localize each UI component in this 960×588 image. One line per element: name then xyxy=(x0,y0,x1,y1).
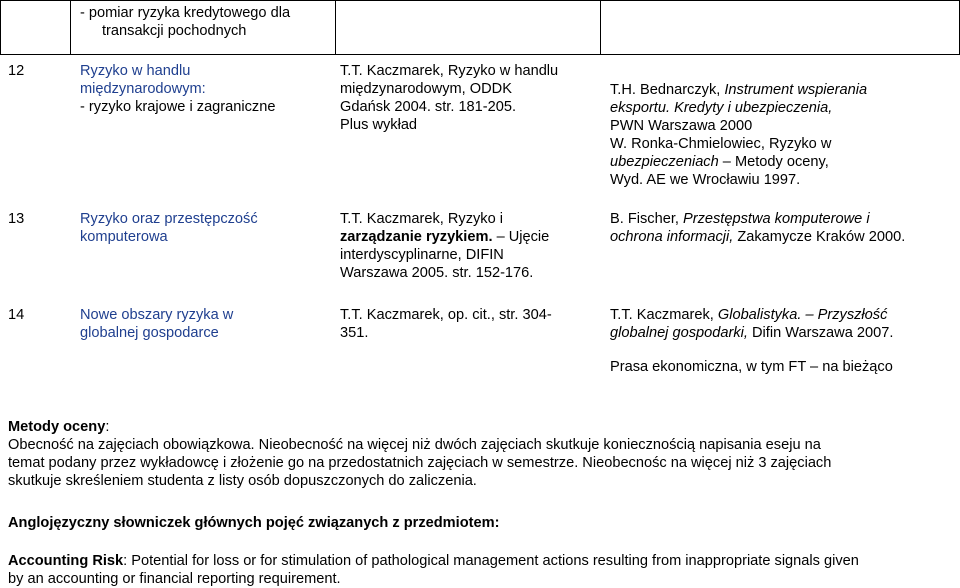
row-14-extra-author: T.T. Kaczmarek, xyxy=(610,307,718,323)
row-12-extra-reading xyxy=(610,81,955,189)
assessment-methods-line-1: Obecność na zajęciach obowiązkowa. Nieobecność na więcej niż dwóch zajęciach skutkuje koniecznością napisania eseju na xyxy=(8,437,821,453)
row-14-extra-title: Globalistyka. xyxy=(717,307,802,323)
prev-row-topic xyxy=(80,4,330,40)
row-12-reference xyxy=(340,62,595,134)
row-12-extra-author: T.H. Bednarczyk, xyxy=(610,82,725,98)
row-14-extra-title-tail: – Przyszłość xyxy=(801,307,888,323)
assessment-methods xyxy=(8,418,956,490)
row-12-reference-line-3: Gdańsk 2004. str. 181-205. xyxy=(340,99,517,115)
assessment-methods-line-3: skutkuje skreśleniem studenta z listy osób dopuszczonych do zaliczenia. xyxy=(8,473,477,489)
row-14-reference-line-1: T.T. Kaczmarek, op. cit., str. 304- xyxy=(340,307,552,323)
row-14-extra-publisher: Difin Warszawa 2007. xyxy=(747,325,894,341)
row-12-extra-line-4: W. Ronka-Chmielowiec, Ryzyko w xyxy=(610,136,832,152)
row-12-topic-title-line-2: międzynarodowym: xyxy=(80,81,206,97)
table-col-border-2 xyxy=(335,0,336,54)
row-12-extra-line-6: Wyd. AE we Wrocławiu 1997. xyxy=(610,172,801,188)
row-14-topic xyxy=(80,306,330,342)
glossary-entry-line-1 xyxy=(8,552,956,570)
prev-row-topic-line-2: transakcji pochodnych xyxy=(102,23,247,39)
row-14-topic-line-2: globalnej gospodarce xyxy=(80,325,219,341)
row-13-reference xyxy=(340,210,595,282)
row-13-number: 13 xyxy=(8,211,25,227)
row-12-reference-line-1: T.T. Kaczmarek, Ryzyko w handlu xyxy=(340,63,559,79)
row-12-extra-line-5-normal: – Metody oceny, xyxy=(718,154,829,170)
row-14-reference xyxy=(340,306,595,342)
row-13-topic-line-2: komputerowa xyxy=(80,229,168,245)
row-13-reference-line-3: interdyscyplinarne, DIFIN xyxy=(340,247,504,263)
row-12-topic xyxy=(80,62,330,116)
assessment-methods-heading xyxy=(8,418,956,436)
row-13-reference-title: zarządzanie ryzykiem. xyxy=(340,229,493,245)
row-13-extra-author: B. Fischer, xyxy=(610,211,683,227)
assessment-methods-line-2: temat podany przez wykładowcę i złożenie go na przedostatnich zajęciach w semestrze. Nieobecnośc na więcej niż 3 zajęciach xyxy=(8,455,832,471)
row-12-extra-line-3: PWN Warszawa 2000 xyxy=(610,118,753,134)
row-12-extra-line-2: eksportu. Kredyty i ubezpieczenia, xyxy=(610,100,833,116)
row-13-reference-line-4: Warszawa 2005. str. 152-176. xyxy=(340,265,534,281)
row-13-extra-line-1 xyxy=(610,210,955,228)
assessment-methods-heading-bold: Metody oceny xyxy=(8,419,106,435)
table-col-border-left xyxy=(0,0,1,54)
glossary-definition: : Potential for loss or for stimulation of pathological management actions resulting from inappropriate signals given xyxy=(123,553,859,569)
glossary-term: Accounting Risk xyxy=(8,553,124,569)
row-12-extra-line-1 xyxy=(610,81,955,99)
row-14-reference-line-2: 351. xyxy=(340,325,369,341)
row-13-extra-title-cont: ochrona informacji, xyxy=(610,229,734,245)
table-col-border-1 xyxy=(70,0,71,54)
row-12-reference-line-4: Plus wykład xyxy=(340,117,418,133)
prev-row-topic-line-1: - pomiar ryzyka kredytowego dla xyxy=(80,5,291,21)
glossary-entry xyxy=(8,552,956,588)
row-12-extra-line-5-italic: ubezpieczeniach xyxy=(610,154,719,170)
glossary-definition-line-2: by an accounting or financial reporting requirement. xyxy=(8,571,341,587)
row-12-reference-line-2: międzynarodowym, ODDK xyxy=(340,81,512,97)
row-13-extra-publisher: Zakamycze Kraków 2000. xyxy=(733,229,906,245)
row-14-extra-press: Prasa ekonomiczna, w tym FT – na bieżąco xyxy=(610,359,893,375)
row-13-topic-line-1: Ryzyko oraz przestępczość xyxy=(80,211,258,227)
row-14-extra-line-1 xyxy=(610,306,955,324)
row-14-topic-line-1: Nowe obszary ryzyka w xyxy=(80,307,234,323)
row-12-topic-title-line-1: Ryzyko w handlu xyxy=(80,63,191,79)
table-row-divider-12 xyxy=(0,54,960,55)
row-14-extra-title-cont: globalnej gospodarki, xyxy=(610,325,748,341)
row-13-reference-line-1: T.T. Kaczmarek, Ryzyko i xyxy=(340,211,503,227)
row-14-number: 14 xyxy=(8,307,25,323)
row-12-topic-sub: - ryzyko krajowe i zagraniczne xyxy=(80,99,276,115)
row-13-extra-line-2 xyxy=(610,228,955,246)
assessment-methods-heading-colon: : xyxy=(105,419,110,435)
glossary-heading: Anglojęzyczny słowniczek głównych pojęć związanych z przedmiotem: xyxy=(8,515,500,531)
row-12-extra-line-5 xyxy=(610,153,955,171)
row-13-extra-reading xyxy=(610,210,955,246)
table-top-border xyxy=(0,0,960,1)
row-12-extra-title: Instrument wspierania xyxy=(724,82,868,98)
row-14-extra-line-2 xyxy=(610,324,955,342)
row-12-number: 12 xyxy=(8,63,25,79)
row-14-extra-reading xyxy=(610,306,955,376)
row-13-reference-line-2 xyxy=(340,228,595,246)
row-13-reference-subtitle: – Ujęcie xyxy=(492,229,550,245)
row-13-extra-title: Przestępstwa komputerowe i xyxy=(683,211,870,227)
table-col-border-3 xyxy=(600,0,601,54)
row-13-topic xyxy=(80,210,330,246)
